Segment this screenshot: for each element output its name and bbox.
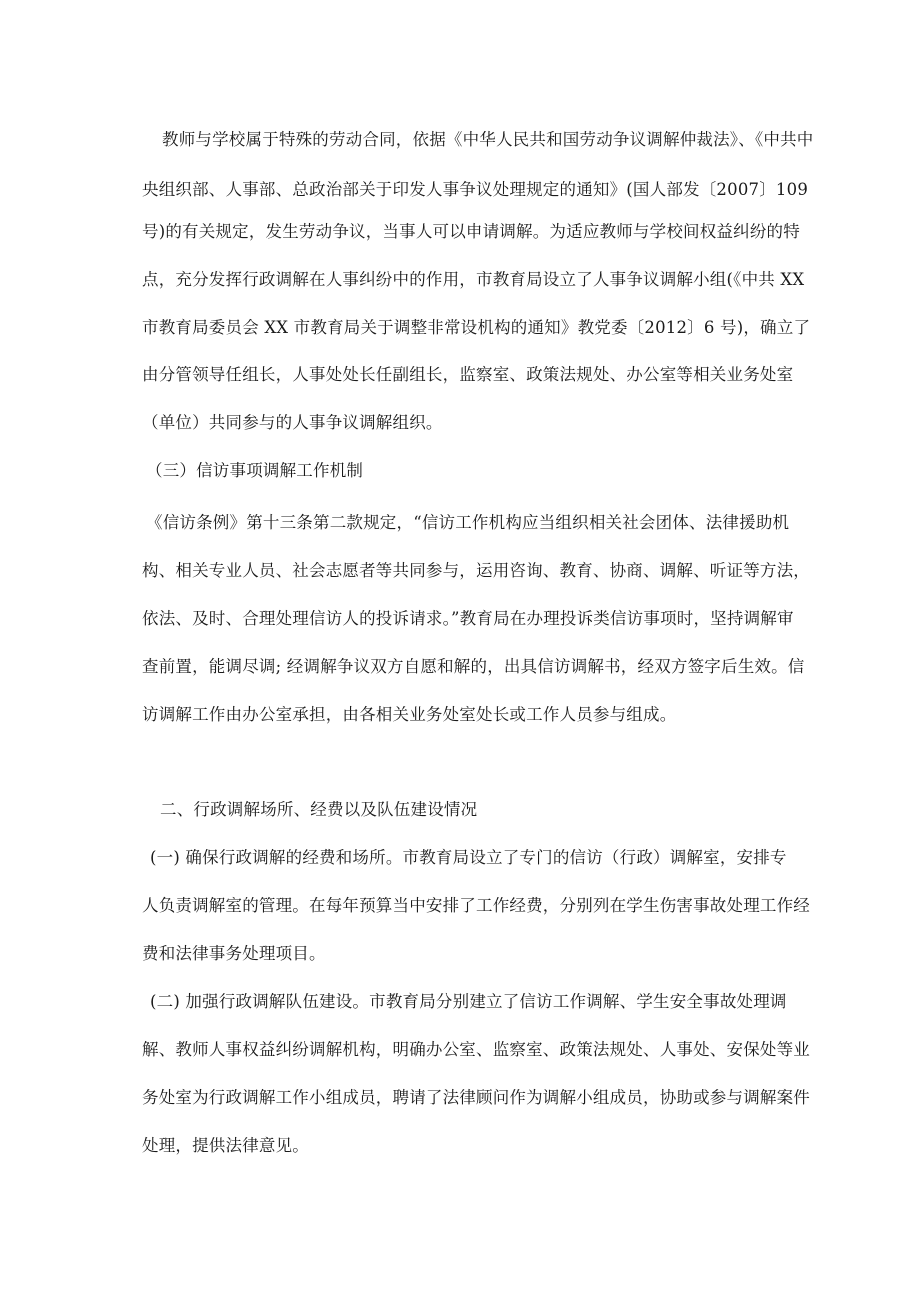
text-line: （单位）共同参与的人事争议调解组织。 bbox=[142, 413, 443, 432]
section-heading: （三）信访事项调解工作机制 bbox=[146, 461, 364, 480]
text-line: 教师与学校属于特殊的劳动合同，依据《中华人民共和国劳动争议调解仲裁法》、《中共中 bbox=[162, 130, 814, 149]
text-line: 务处室为行政调解工作小组成员，聘请了法律顾问作为调解小组成员，协助或参与调解案件 bbox=[142, 1088, 810, 1107]
text-line: (一) 确保行政调解的经费和场所。市教育局设立了专门的信访（行政）调解室，安排专 bbox=[150, 848, 787, 867]
text-line: 依法、及时、合理处理信访人的投诉请求。”教育局在办理投诉类信访事项时，坚持调解审 bbox=[142, 609, 794, 628]
text-line: 解、教师人事权益纠纷调解机构，明确办公室、监察室、政策法规处、人事处、安保处等业 bbox=[142, 1040, 810, 1059]
text-line: 构、相关专业人员、社会志愿者等共同参与，运用咨询、教育、协商、调解、听证等方法， bbox=[142, 561, 810, 580]
text-line: 查前置，能调尽调; 经调解争议双方自愿和解的，出具信访调解书，经双方签字后生效。信 bbox=[142, 657, 805, 676]
text-line: 人负责调解室的管理。在每年预算当中安排了工作经费，分别列在学生伤害事故处理工作经 bbox=[142, 896, 810, 915]
text-line: 处理，提供法律意见。 bbox=[142, 1136, 309, 1155]
text-line: 号)的有关规定，发生劳动争议，当事人可以申请调解。为适应教师与学校间权益纠纷的特 bbox=[142, 222, 800, 241]
text-line: 费和法律事务处理项目。 bbox=[142, 944, 326, 963]
text-line: 点，充分发挥行政调解在人事纠纷中的作用，市教育局设立了人事争议调解小组(《中共 XX bbox=[142, 270, 805, 289]
text-line: 访调解工作由办公室承担，由各相关业务处室处长或工作人员参与组成。 bbox=[142, 705, 677, 724]
text-line: 《信访条例》第十三条第二款规定，“信访工作机构应当组织相关社会团体、法律援助机 bbox=[146, 513, 790, 532]
text-line: 市教育局委员会 XX 市教育局关于调整非常设机构的通知》教党委〔2012〕6 号)，确立了 bbox=[142, 318, 811, 337]
text-line: (二) 加强行政调解队伍建设。市教育局分别建立了信访工作调解、学生安全事故处理调 bbox=[150, 992, 787, 1011]
text-line: 央组织部、人事部、总政治部关于印发人事争议处理规定的通知》(国人部发〔2007〕109 bbox=[142, 180, 809, 199]
section-heading: 二、行政调解场所、经费以及队伍建设情况 bbox=[160, 800, 478, 819]
text-line: 由分管领导任组长，人事处处长任副组长，监察室、政策法规处、办公室等相关业务处室 bbox=[142, 365, 794, 384]
